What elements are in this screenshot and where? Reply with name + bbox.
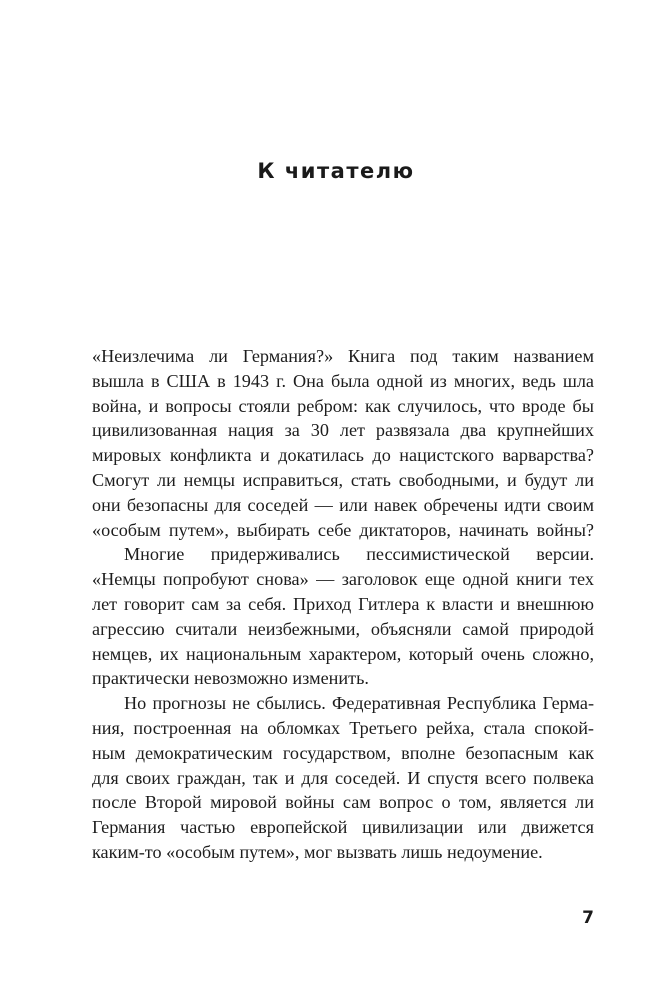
text-line: Но прогнозы не сбылись. Федеративная Республика Герма- [124,693,594,714]
chapter-title: К читателю [257,159,415,183]
text-line: Смогут ли немцы исправиться, стать свободными, и будут ли [92,469,594,490]
text-line: немцев, их национальным характером, который очень сложно, [92,643,594,664]
text-line: «Немцы попробуют снова» — заголовок еще одной книги тех [92,569,594,590]
text-line: практически невозможно изменить. [92,668,369,689]
page-number: 7 [582,908,594,928]
text-line: каким-то «особым путем», мог вызвать лишь недоумение. [92,841,543,862]
text-line: цивилизованная нация за 30 лет развязала два крупнейших [92,420,594,441]
text-line: для своих граждан, так и для соседей. И спустя всего полвека [92,767,594,788]
text-line: ным демократическим государством, вполне безопасным как [92,742,594,763]
text-line: «Неизлечима ли Германия?» Книга под таким названием [92,346,594,366]
text-line: «особым путем», выбирать себе диктаторов, начинать войны? [92,519,594,540]
text-line: агрессию считали неизбежными, объясняли самой природой [92,618,594,639]
text-line: Германия частью европейской цивилизации или движется [92,817,594,838]
text-line: вышла в США в 1943 г. Она была одной из многих, ведь шла [92,370,594,391]
body-text [92,344,594,865]
text-line: война, и вопросы стояли ребром: как случилось, что вроде бы [92,395,594,416]
text-line: ния, построенная на обломках Третьего рейха, стала спокой- [92,717,594,738]
text-line: Многие придерживались пессимистической версии. [124,544,594,565]
text-line: лет говорит сам за себя. Приход Гитлера к власти и внешнюю [92,593,594,614]
text-line: они безопасны для соседей — или навек обречены идти своим [92,494,594,515]
text-line: мировых конфликта и докатилась до нацистского варварства? [92,445,594,466]
text-line: после Второй мировой войны сам вопрос о том, является ли [92,792,594,813]
